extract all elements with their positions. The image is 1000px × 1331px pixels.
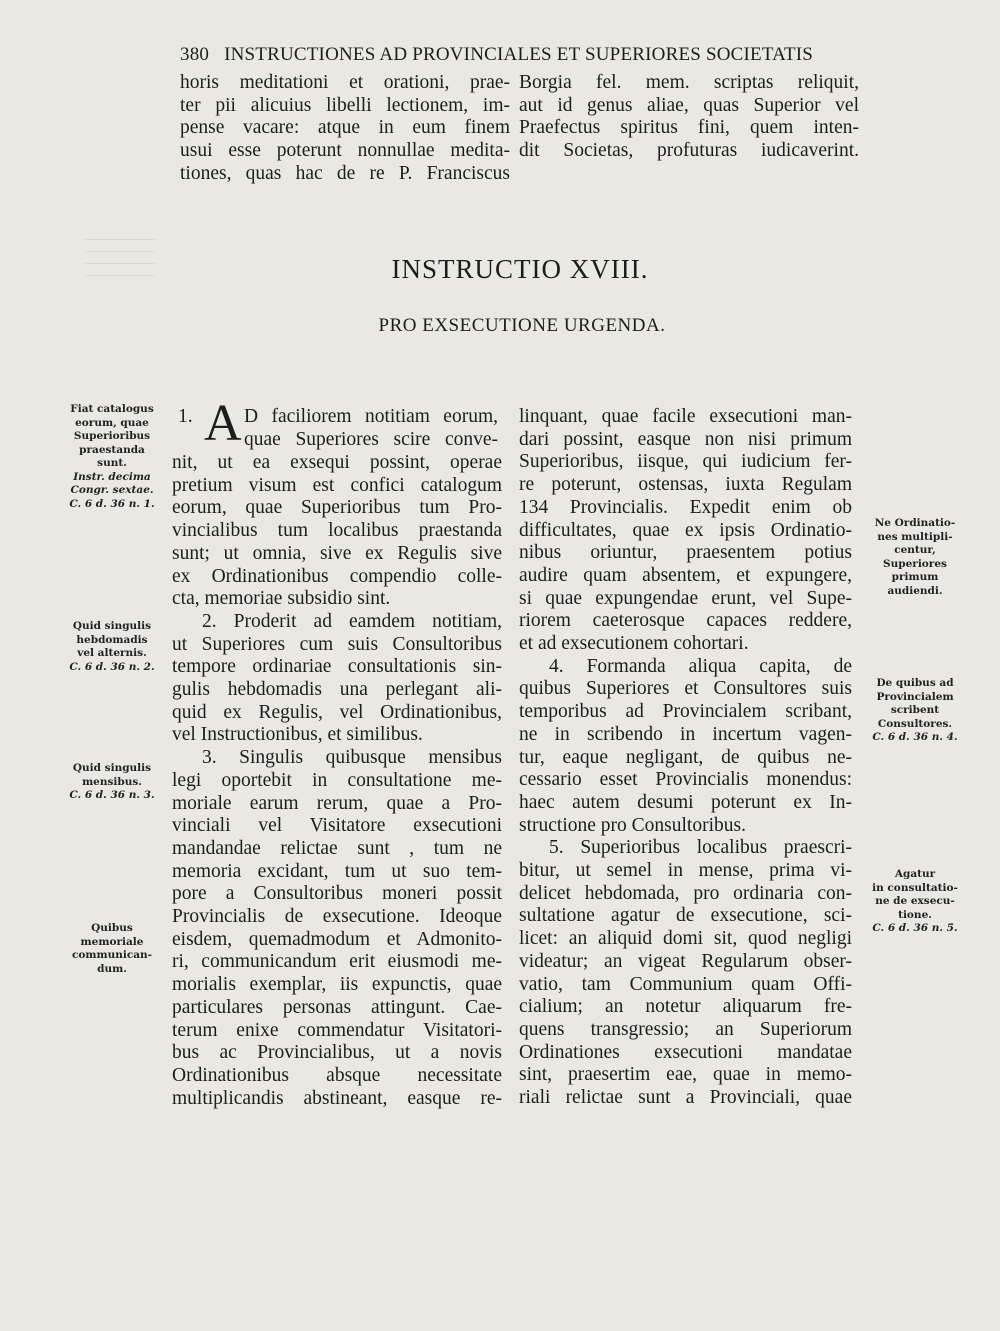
margin-line: vel alternis. xyxy=(77,647,147,659)
text-line: horis meditationi et orationi, prae- xyxy=(180,72,510,93)
right-column xyxy=(519,406,852,1110)
text-line: videatur; an vigeat Regularum obser- xyxy=(519,950,852,972)
text-line: Borgia fel. mem. scriptas reliquit, xyxy=(519,72,859,93)
text-line: vinciali vel Visitatore exsecutioni xyxy=(172,815,502,837)
margin-line: primum xyxy=(891,571,939,583)
text-line: quibus Superiores et Consultores suis xyxy=(519,678,852,700)
paragraph-4 xyxy=(519,656,852,679)
paragraph-1 xyxy=(172,395,502,611)
margin-line: ne de exsecu- xyxy=(875,895,955,907)
paragraph-2-body xyxy=(172,634,502,748)
margin-reference: C. 6 d. 36 n. 5. xyxy=(872,922,958,934)
text-line: eorum, quae Superioribus tum Pro- xyxy=(172,497,502,519)
margin-reference: C. 6 d. 36 n. 4. xyxy=(872,731,958,743)
margin-line: sunt. xyxy=(97,457,127,469)
text-line: aut id genus aliae, quas Superior vel xyxy=(519,94,859,116)
margin-line: Quibus xyxy=(91,922,133,934)
margin-line: scribent xyxy=(890,704,940,716)
paragraph-5 xyxy=(519,837,852,860)
text-line: moriale earum rerum, quae a Pro- xyxy=(172,792,502,814)
paragraph-2 xyxy=(172,611,502,634)
text-line: bitur, ut semel in mense, prima vi- xyxy=(519,860,852,882)
text-line: sint, praesertim eae, quae in memo- xyxy=(519,1064,852,1086)
text-line: pore a Consultoribus moneri possit xyxy=(172,883,502,905)
text-line: Ordinationibus absque necessitate xyxy=(172,1064,502,1086)
margin-line: praestanda xyxy=(79,443,145,456)
paragraph-3 xyxy=(172,747,502,770)
text-line: Superioribus, iisque, qui iudicium fer- xyxy=(519,451,852,473)
text-line: tempore ordinariae consultationis sin- xyxy=(172,656,502,678)
margin-note-weekly xyxy=(62,620,162,674)
text-line: licet: an aliquid domi sit, quod negligi xyxy=(519,928,852,950)
text-line: usui esse poterunt nonnullae medita- xyxy=(180,140,510,162)
margin-line: Ne Ordinatio- xyxy=(874,517,956,529)
text-line: audire quam absentem, et expungere, xyxy=(519,564,852,586)
text-line: delicet hebdomada, pro ordinaria con- xyxy=(519,882,852,904)
text-line: ter pii alicuius libelli lectionem, im- xyxy=(180,94,510,116)
text-line: Provincialis de exsecutione. Ideoque xyxy=(172,906,502,928)
text-line: quens transgressio; an Superiorum xyxy=(519,1018,852,1040)
text-line: cta, memoriae subsidio sint. xyxy=(172,588,391,610)
text-line: tur, eaque negligant, de quibus ne- xyxy=(519,746,852,768)
text-line: pretium visum est confici catalogum xyxy=(172,474,502,496)
margin-line: nes multipli- xyxy=(877,530,953,543)
text-line: mandandae relictae sunt , tum ne xyxy=(172,837,502,859)
text-line: haec autem desumi poterunt ex In- xyxy=(519,791,852,813)
margin-line: Quid singulis xyxy=(72,620,152,632)
text-line: riorem caeterosque capaces reddere, xyxy=(519,610,852,632)
text-line: morialis exemplar, iis expunctis, quae xyxy=(172,974,502,996)
text-line: bus ac Provincialibus, ut a novis xyxy=(172,1042,502,1064)
text-line: cessario esset Provincialis monendus: xyxy=(519,769,852,791)
margin-line: Fiat catalogus xyxy=(70,403,154,415)
text-line: difficultates, quae ex ipsis Ordinatio- xyxy=(519,519,852,541)
text-line: temporibus ad Provincialem scribant, xyxy=(519,701,852,723)
margin-line: centur, xyxy=(894,544,936,556)
running-header xyxy=(180,44,820,66)
page-number: 380 xyxy=(180,44,210,65)
text-line: re poterunt, ostensas, iuxta Regulam xyxy=(519,474,852,496)
text-line: gulis hebdomadis una perlegant ali- xyxy=(172,679,502,701)
margin-line: memoriale xyxy=(80,935,144,948)
text-line: memoria excidant, tum ut suo tem- xyxy=(172,860,502,882)
text-line: sultatione agatur de exsecutione, sci- xyxy=(519,905,852,927)
text-line: eisdem, quemadmodum et Admonito- xyxy=(172,928,502,950)
margin-line: Provincialem xyxy=(876,690,954,703)
text-line: 134 Provincialis. Expedit enim ob xyxy=(519,496,852,518)
running-title: INSTRUCTIONES AD PROVINCIALES ET SUPERIORES SOCIETATIS xyxy=(224,44,814,65)
drop-capital: A xyxy=(204,395,242,452)
section-subtitle: PRO EXSECUTIONE URGENDA. xyxy=(378,315,666,336)
margin-line: Agatur xyxy=(894,868,936,880)
text-line: et ad exsecutionem cohortari. xyxy=(519,633,749,655)
margin-note-consultors xyxy=(865,677,965,745)
paragraph-3-body xyxy=(172,770,502,1111)
top-left-text xyxy=(180,72,510,186)
text-line: quae Superiores scire conve- xyxy=(244,429,498,450)
text-line: dari possint, easque non nisi primum xyxy=(519,428,852,450)
text-line: 5. Superioribus localibus praescri- xyxy=(549,837,852,859)
text-line: riali relictae sunt a Provinciali, quae xyxy=(519,1087,852,1109)
text-line: 4. Formanda aliqua capita, de xyxy=(549,655,852,677)
left-column xyxy=(172,395,502,1110)
margin-line: communican- xyxy=(71,949,153,961)
text-line: linquant, quae facile exsecutioni man- xyxy=(519,406,852,427)
text-line: vincialibus tum localibus praestanda xyxy=(172,520,502,542)
margin-line: Consultores. xyxy=(877,717,953,730)
text-line: vatio, tam Communium quam Offi- xyxy=(519,973,852,995)
text-line: tiones, quas hac de re P. Franciscus xyxy=(180,162,510,184)
margin-note-memorial xyxy=(62,922,162,976)
margin-line: tione. xyxy=(898,908,932,921)
text-line: 3. Singulis quibusque mensibus xyxy=(202,747,502,769)
margin-line: Superioribus xyxy=(73,430,151,442)
top-right-text xyxy=(519,72,859,163)
margin-reference: C. 6 d. 36 n. 2. xyxy=(69,660,155,673)
margin-line: dum. xyxy=(97,962,127,975)
margin-note-catalogue xyxy=(62,403,162,511)
text-line: cialium; an notetur aliquarum fre- xyxy=(519,996,852,1018)
text-line: nibus oriuntur, praesentem potius xyxy=(519,542,852,564)
text-line: sunt; ut omnia, sive ex Regulis sive xyxy=(172,542,502,564)
margin-line: eorum, quae xyxy=(75,416,149,429)
text-line: si quae expungendae erunt, vel Supe- xyxy=(519,587,852,609)
text-line: ut Superiores cum suis Consultoribus xyxy=(172,633,502,655)
text-line: Ordinationes exsecutioni mandatae xyxy=(519,1041,852,1063)
margin-line: mensibus. xyxy=(82,775,142,788)
paragraph-number: 1. xyxy=(178,406,193,427)
margin-reference: Congr. sextae. xyxy=(70,484,154,496)
text-line: Praefectus spiritus fini, quem inten- xyxy=(519,117,859,139)
text-line: vel Instructionibus, et similibus. xyxy=(172,724,423,746)
text-line: ri, communicandum erit eiusmodi me- xyxy=(172,951,502,973)
text-line: particulares personas attingunt. Cae- xyxy=(172,996,502,1018)
text-line: ex Ordinationibus compendio colle- xyxy=(172,565,502,587)
margin-note-monthly xyxy=(62,762,162,803)
text-line: D faciliorem notitiam eorum, xyxy=(244,406,498,427)
text-line: ne in scribendo in incertum vagen- xyxy=(519,723,852,745)
margin-note-ordinations xyxy=(865,517,965,598)
margin-line: Quid singulis xyxy=(72,762,152,774)
margin-note-execution xyxy=(865,868,965,936)
text-line: terum enixe commendatur Visitatori- xyxy=(172,1019,502,1041)
section-title: INSTRUCTIO XVIII. xyxy=(391,254,649,284)
margin-reference: C. 6 d. 36 n. 3. xyxy=(69,789,155,801)
margin-line: hebdomadis xyxy=(76,633,148,646)
text-line: quid ex Regulis, vel Ordinationibus, xyxy=(172,701,502,723)
text-line: legi oportebit in consultatione me- xyxy=(172,769,502,791)
margin-reference: Instr. decima xyxy=(73,470,151,483)
text-line: pense vacare: atque in eum finem xyxy=(180,117,510,139)
margin-reference: C. 6 d. 36 n. 1. xyxy=(69,497,155,510)
margin-line: in consultatio- xyxy=(872,881,958,894)
text-line: multiplicandis abstineant, easque re- xyxy=(172,1087,502,1109)
margin-line: De quibus ad xyxy=(876,677,954,689)
text-line: 2. Proderit ad eamdem notitiam, xyxy=(202,610,502,632)
text-line: structione pro Consultoribus. xyxy=(519,814,746,836)
text-line: nit, ut ea exsequi possint, operae xyxy=(172,452,502,473)
margin-line: audiendi. xyxy=(887,584,943,597)
margin-line: Superiores xyxy=(883,557,947,570)
text-line: dit Societas, profuturas iudicaverint. xyxy=(519,140,859,162)
